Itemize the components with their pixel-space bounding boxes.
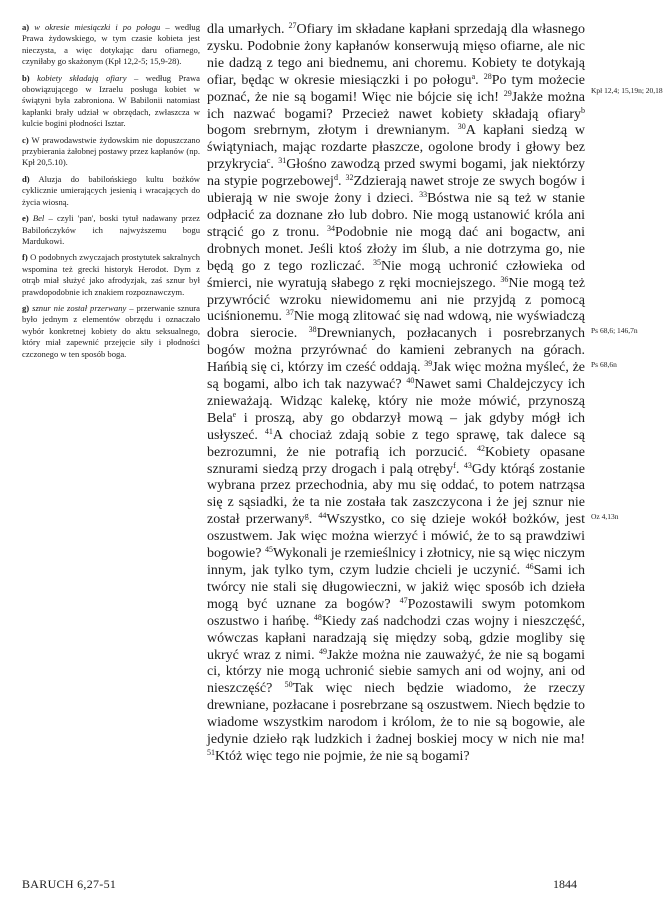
footnote-label: b)	[22, 72, 30, 83]
verse-number: 43	[463, 460, 472, 470]
verse-number: 40	[406, 376, 415, 386]
verse-number: 29	[503, 88, 512, 98]
verse-number: 30	[457, 122, 466, 132]
verse-text: Nawet sami Chaldejczycy ich znieważają. Widząc kalekę, który nie może mówić, przynoszą Bela	[207, 377, 585, 426]
verse-text: Nie mogą też przywrócić wzroku niewidomemu ani nie przyjdą z pomocą uciśnionemu.	[207, 275, 585, 325]
footnote-text: – według Prawa obowiązującego w Izraelu posługa kobiet w świątyni była zabroniona. W Babilonii natomiast kapłanki brały udział w obrzędach, zwłaszcza w kulcie bogini płodności Isztar.	[22, 72, 200, 129]
footnote-text: – przerwanie sznura było jednym z elementów obrzędu i oznaczało wybór konkretnej kobiety do aktu seksualnego, który miał zapewnić przejęcie siły i płodności czczonego w ten sposób boga.	[22, 302, 200, 359]
footnote-label: g)	[22, 302, 30, 313]
verse-text: .	[270, 157, 279, 173]
footnote-text: W prawodawstwie żydowskim nie dopuszczano przybierania żałobnej postawy przez kapłanów (np. Kpł 20,5.10).	[22, 134, 200, 168]
verse-text: Nie mogą zlitować się nad wdową, nie wyświadczą dobra sierocie.	[207, 309, 585, 342]
verse-text: Wykonali je rzemieślnicy i złotnicy, nie są więc niczym innym, jak tylko tym, czym ludzie chcieli je uczynić.	[207, 546, 585, 578]
verse-text: Bóstwa nie są też w stanie odpłacić za doznane zło lub dobro. Nie mogą ustanowić króla ani strącić go z tronu.	[207, 191, 586, 240]
verse-number: 37	[285, 308, 294, 318]
verse-number: 27	[288, 21, 297, 30]
footnote-text: – według Prawa żydowskiego, w tym czasie kobieta jest nieczysta, a więc dotykając daru ofiarnego, czyniłaby go skażonym (Kpł 12,2-5; 15,9-28).	[22, 22, 200, 67]
verse-text: .	[475, 72, 484, 88]
verse-number: 46	[525, 562, 534, 571]
page-number: 1844	[553, 877, 577, 891]
footnote-marker: b	[581, 105, 585, 115]
verse-number: 32	[345, 173, 354, 183]
verse-number: 39	[424, 359, 433, 369]
verse-text: Ofiary im składane kapłani sprzedają dla własnego zysku. Podobnie żony kapłanów konserwują mięso ofiarne, ale nic nie dadzą z tego ani biednemu, ani choremu. Kobiety te dotykają ofiar, będąc w okresie miesiączki i po połogu	[207, 22, 585, 88]
verse-text: Kiedy zaś nadchodzi czas wojny i nieszczęść, wówczas kapłani naradzają się między sobą, gdzie mogliby się ukryć wraz z nimi.	[207, 613, 586, 663]
footnote	[22, 22, 200, 68]
footnote-marker: d	[333, 173, 338, 183]
verse-number: 47	[399, 595, 408, 605]
verse-number: 33	[419, 190, 428, 200]
verse-text: Jak więc można myśleć, że są bogami, albo ich tak nazywać?	[207, 360, 585, 393]
footnote-text: Aluzja do babilońskiego kultu bożków cyklicznie umierających jesienią i wracających do życia wiosną.	[22, 173, 200, 207]
footnote-label: d)	[22, 173, 30, 184]
verse-number: 44	[318, 511, 327, 521]
verse-text: Sami ich twórcy nie stali się długowieczni, w jakiż więc sposób ich dzieła mogą być uznane za bogów?	[207, 563, 585, 612]
verse-text: Drewnianych, pozłacanych i posrebrzanych bogów można przyrównać do kamieni zebranych na górach. Hańbią się ci, którzy im cześć oddają.	[207, 326, 585, 376]
running-footer-reference: BARUCH 6,27-51	[22, 877, 117, 891]
verse-text: Kobiety opasane sznurami siedzą przy drogach i palą otręby	[207, 444, 585, 477]
footnote-label: c)	[22, 134, 29, 145]
verse-text: A kapłani siedzą w świątyniach, mając rozdarte płaszcze, ogolone brody i głowy bez przykrycia	[207, 123, 585, 173]
verse-text: Gdy którąś zostanie wybrana przez przechodnia, aby mu się oddać, to potem natrząsa się z sąsiadki, że ta nie została tak zaszczycona i że jej sznur nie został przerwany	[207, 461, 585, 528]
verse-text: Któż więc tego nie pojmie, że nie są bogami?	[215, 748, 470, 764]
verse-text: Jakże można ich nazwać bogami? Przecież nawet kobiety składają ofiary	[207, 89, 585, 122]
verse-number: 31	[278, 156, 287, 166]
footnote-marker: c	[266, 156, 271, 166]
verse-text: i proszą, aby go obdarzył mową – jak gdyby mógł ich usłyszeć.	[207, 410, 585, 443]
cross-reference: Oz 4,13n	[591, 512, 619, 521]
verse-number: 34	[326, 223, 335, 233]
verse-text: bogom srebrnym, złotym i drewnianym.	[207, 123, 458, 139]
verse-number: 36	[500, 274, 509, 284]
verse-number: 45	[264, 545, 273, 555]
footnote-marker: f	[453, 460, 456, 470]
footnote	[22, 135, 200, 169]
verse-text: A chociaż zdają sobie z tego sprawę, tak dalece są bezrozumni, że nie potrafią ich porzucić.	[207, 427, 585, 460]
verse-number: 51	[207, 747, 215, 757]
verse-text: Głośno zawodzą przed swymi bogami, jak niektórzy na stypie pogrzebowej	[207, 157, 586, 190]
footnote	[22, 213, 200, 247]
footnote-keyword: sznur nie został przerwany	[32, 302, 127, 313]
footnote-keyword: w okresie miesiączki i po połogu	[34, 22, 161, 32]
verse-text: Pozostawili swym potomkom oszustwo i hańbę.	[207, 596, 585, 629]
verse-text: Jakże można nie zauważyć, że nie są bogami ci, którzy nie mogą uchronić siebie samych ani od wojny, ani od nieszczęść?	[207, 647, 585, 697]
verse-text: Podobnie nie mogą dać ani bogactw, ani drobnych monet. Jeśli ktoś złoży im ślub, a nie dotrzyma go, nie będą go z tego rozliczać.	[207, 224, 586, 274]
verse-text: .	[337, 174, 346, 190]
cross-reference: Kpł 12,4; 15,19n; 20,18	[591, 86, 663, 95]
verse-text: Nie mogą uchronić człowieka od śmierci, nie wyratują słabego z ręki mocniejszego.	[207, 258, 585, 291]
verse-text: Po tym możecie poznać, że nie są bogami! Więc nie bójcie się ich!	[207, 72, 585, 105]
verse-text: .	[455, 461, 464, 477]
verse-number: 28	[483, 71, 492, 81]
verse-number: 50	[284, 680, 293, 690]
footnote	[22, 252, 200, 298]
cross-reference: Ps 68,6; 146,7n	[591, 326, 638, 335]
verse-text: .	[308, 512, 319, 528]
verse-text: Zdzierają nawet stroje ze swych bogów i ubierają w nie swoje żony i dzieci.	[207, 174, 585, 207]
footnote-marker: a	[471, 71, 476, 81]
verse-text: Tak więc niech będzie wiadomo, że rzeczy drewniane, pozłacane i posrebrzane są oszustwem. Niech będzie to wiadome wszystkim narodom i królom, że to nie są bogowie, ale jedynie dzieło rąk ludzkich i żadnej boskiej mocy w nich nie ma!	[207, 681, 585, 748]
footnote-marker: g	[304, 511, 309, 521]
verse-number: 48	[313, 612, 322, 622]
verse-number: 49	[318, 646, 327, 656]
footnote-marker: e	[232, 409, 237, 419]
footnote	[22, 303, 200, 360]
verse-number: 42	[477, 443, 486, 453]
footnote-label: e)	[22, 213, 29, 224]
footnote	[22, 73, 200, 130]
footnote-label: a)	[22, 22, 30, 32]
footnote-label: f)	[22, 252, 28, 263]
footnotes-column	[22, 22, 200, 365]
footnote-keyword: Bel	[32, 213, 45, 224]
main-text-column	[207, 22, 585, 766]
verse-text: dla umarłych.	[207, 22, 289, 37]
verse-text: Wszystko, co się dzieje wokół bożków, jest oszustwem. Jak więc można wierzyć i mówić, że to są prawdziwi bogowie?	[207, 512, 585, 562]
verse-number: 38	[308, 325, 317, 335]
footnote-text: O podobnych zwyczajach prostytutek sakralnych wspomina też grecki historyk Herodot. Dym z otrąb miał służyć jako afrodyzjak, zaś sznur był prawdopodobnie ich znakiem rozpoznawczym.	[22, 252, 200, 297]
verse-number: 41	[264, 426, 273, 436]
footnote-text: – czyli 'pan', boski tytuł nadawany przez Babilończyków ich najwyższemu bogu Mardukowi.	[22, 213, 200, 246]
cross-reference: Ps 68,6n	[591, 360, 617, 369]
footnote-keyword: kobiety składają ofiary	[37, 72, 127, 83]
verse-number: 35	[372, 257, 381, 267]
footnote	[22, 174, 200, 208]
